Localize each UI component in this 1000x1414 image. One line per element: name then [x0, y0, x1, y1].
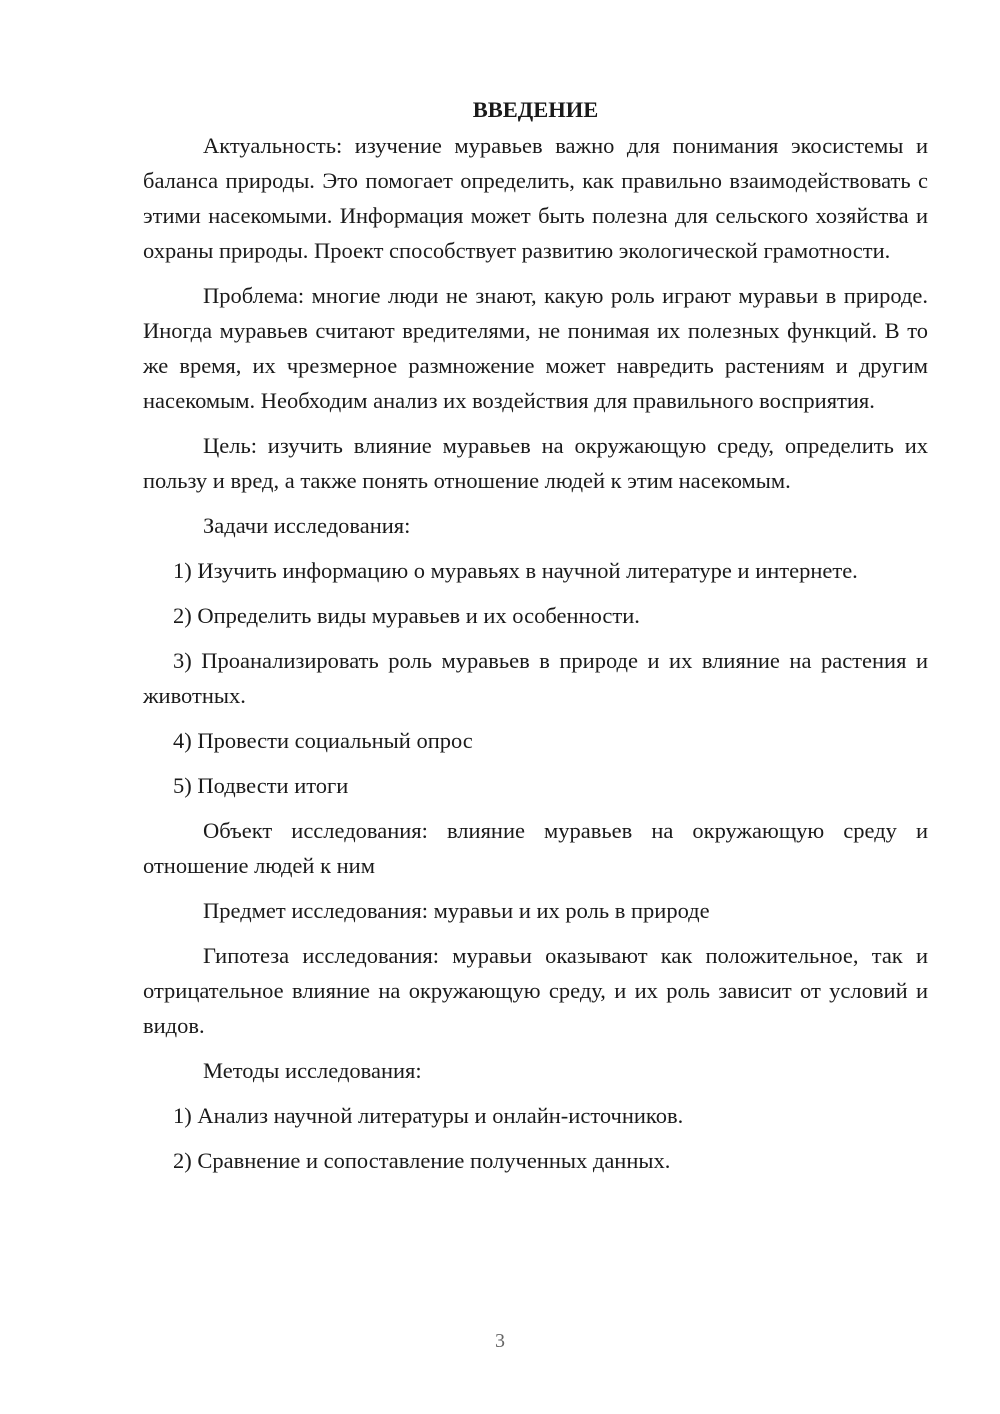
methods-heading: Методы исследования:	[203, 1058, 422, 1083]
subject-paragraph: Предмет исследования: муравьи и их роль в природе	[203, 898, 710, 923]
task-item-3: 3) Проанализировать роль муравьев в природе и их влияние на растения и животных.	[143, 648, 928, 708]
goal-paragraph: Цель: изучить влияние муравьев на окружающую среду, определить их пользу и вред, а также понять отношение людей к этим насекомым.	[143, 433, 928, 493]
method-item-1: 1) Анализ научной литературы и онлайн-источников.	[173, 1103, 684, 1128]
task-item-5: 5) Подвести итоги	[173, 773, 349, 798]
hypothesis-paragraph: Гипотеза исследования: муравьи оказывают как положительное, так и отрицательное влияние на окружающую среду, и их роль зависит от условий и видов.	[143, 943, 928, 1038]
document-page	[143, 92, 928, 1178]
task-item-1: 1) Изучить информацию о муравьях в научной литературе и интернете.	[173, 558, 858, 583]
object-paragraph: Объект исследования: влияние муравьев на окружающую среду и отношение людей к ним	[143, 818, 928, 878]
relevance-paragraph: Актуальность: изучение муравьев важно для понимания экосистемы и баланса природы. Это помогает определить, как правильно взаимодействовать с этими насекомыми. Информация может быть полезна для сельского хозяйства и охраны природы. Проект способствует развитию экологической грамотности.	[143, 133, 928, 263]
page-number: 3	[495, 1330, 505, 1352]
task-item-2: 2) Определить виды муравьев и их особенности.	[173, 603, 640, 628]
tasks-heading: Задачи исследования:	[203, 513, 411, 538]
task-item-4: 4) Провести социальный опрос	[173, 728, 473, 753]
problem-paragraph: Проблема: многие люди не знают, какую роль играют муравьи в природе. Иногда муравьев считают вредителями, не понимая их полезных функций. В то же время, их чрезмерное размножение может навредить растениям и другим насекомым. Необходим анализ их воздействия для правильного восприятия.	[143, 283, 928, 413]
method-item-2: 2) Сравнение и сопоставление полученных данных.	[173, 1148, 671, 1173]
section-title: ВВЕДЕНИЕ	[472, 97, 599, 122]
